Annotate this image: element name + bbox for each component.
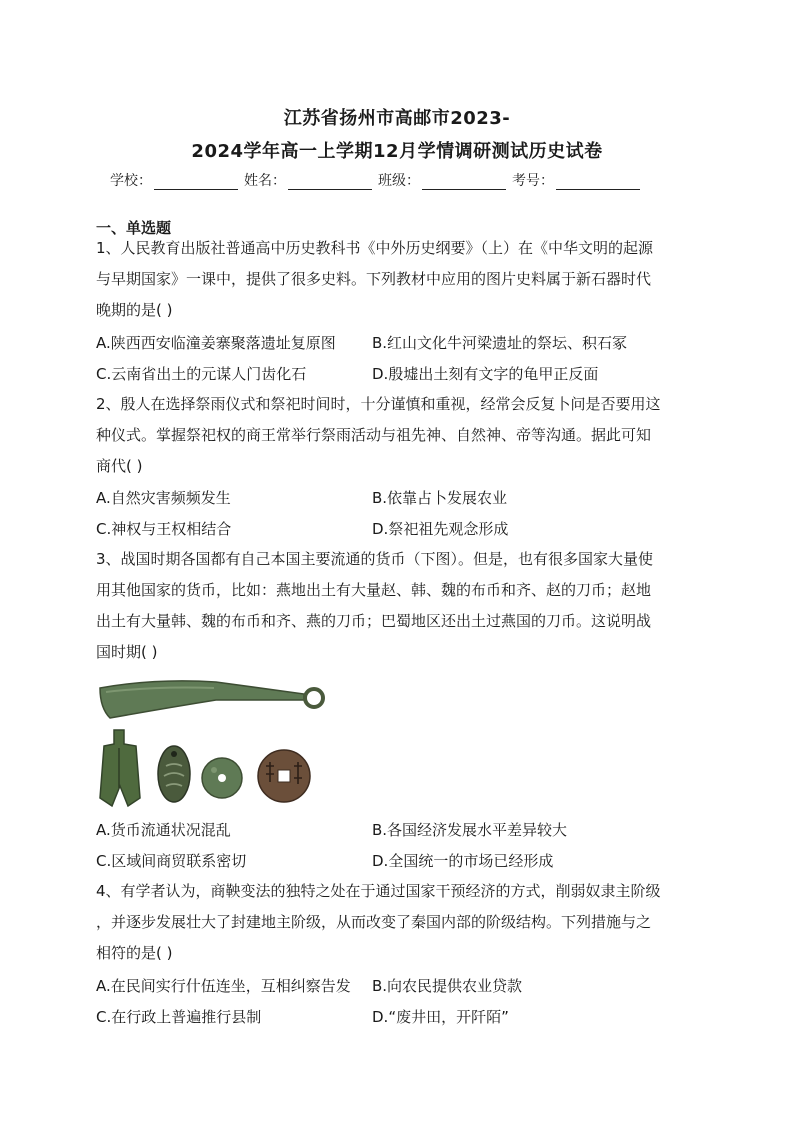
- q4-option-d: D.“废井田，开阡陌”: [372, 1008, 509, 1026]
- question-line: 3、战国时期各国都有自己本国主要流通的货币（下图）。但是，也有很多国家大量使: [96, 550, 654, 568]
- school-blank[interactable]: [154, 174, 238, 190]
- question-line: 国时期( ): [96, 643, 158, 661]
- question-1-stem: [96, 233, 700, 326]
- q3-option-d: D.全国统一的市场已经形成: [372, 852, 554, 870]
- school-label: 学校：: [110, 173, 152, 189]
- q1-option-d: D.殷墟出土刻有文字的龟甲正反面: [372, 365, 599, 383]
- question-line: 与早期国家》一课中，提供了很多史料。下列教材中应用的图片史料属于新石器时代: [96, 270, 652, 288]
- exam-number-label: 考号：: [512, 173, 554, 189]
- question-line: 种仪式。掌握祭祀权的商王常举行祭雨活动与祖先神、自然神、帝等沟通。据此可知: [96, 426, 652, 444]
- q4-option-c: C.在行政上普遍推行县制: [96, 1008, 262, 1026]
- round-hole-coin: [202, 758, 242, 798]
- exam-number-field: [512, 170, 640, 190]
- q3-option-b: B.各国经济发展水平差异较大: [372, 821, 568, 839]
- question-2-stem: [96, 389, 700, 482]
- school-field: [110, 170, 238, 190]
- question-line: 2、殷人在选择祭雨仪式和祭祀时间时，十分谨慎和重视，经常会反复卜问是否要用这: [96, 395, 661, 413]
- question-line: 商代( ): [96, 457, 143, 475]
- q1-option-b: B.红山文化牛河梁遗址的祭坛、积石冢: [372, 334, 628, 352]
- spade-coin: [100, 730, 140, 806]
- name-blank[interactable]: [288, 174, 372, 190]
- exam-title-line2: 2024学年高一上学期12月学情调研测试历史试卷: [191, 141, 603, 162]
- class-field: [378, 170, 506, 190]
- exam-number-blank[interactable]: [556, 174, 640, 190]
- ant-nose-coin: [158, 746, 190, 802]
- question-line: 出土有大量韩、魏的布币和齐、燕的刀币；巴蜀地区还出土过燕国的刀币。这说明战: [96, 612, 652, 630]
- knife-coin: [100, 681, 323, 718]
- square-hole-coin: [258, 750, 310, 802]
- q2-option-b: B.依靠占卜发展农业: [372, 489, 508, 507]
- q1-option-a: A.陕西西安临潼姜寨聚落遗址复原图: [96, 334, 336, 352]
- q1-option-c: C.云南省出土的元谋人门齿化石: [96, 365, 307, 383]
- question-line: 用其他国家的货币，比如：燕地出土有大量赵、韩、魏的布币和齐、赵的刀币；赵地: [96, 581, 652, 599]
- exam-title-line1: 江苏省扬州市高邮市2023-: [283, 108, 511, 129]
- question-line: 1、人民教育出版社普通高中历史教科书《中外历史纲要》（上）在《中华文明的起源: [96, 239, 654, 257]
- question-line: ，并逐步发展壮大了封建地主阶级，从而改变了秦国内部的阶级结构。下列措施与之: [96, 913, 652, 931]
- q3-option-c: C.区域间商贸联系密切: [96, 852, 247, 870]
- student-info-row: [110, 170, 690, 190]
- q4-option-a: A.在民间实行什伍连坐，互相纠察告发: [96, 977, 351, 995]
- q2-option-d: D.祭祀祖先观念形成: [372, 520, 509, 538]
- ancient-coins-image: [96, 678, 336, 813]
- question-line: 相符的是( ): [96, 944, 173, 962]
- question-line: 4、有学者认为，商鞅变法的独特之处在于通过国家干预经济的方式，削弱奴隶主阶级: [96, 882, 661, 900]
- q3-option-a: A.货币流通状况混乱: [96, 821, 231, 839]
- section-heading: 一、单选题: [96, 219, 172, 237]
- q2-option-a: A.自然灾害频频发生: [96, 489, 231, 507]
- name-label: 姓名：: [244, 173, 286, 189]
- q4-option-b: B.向农民提供农业贷款: [372, 977, 523, 995]
- question-3-stem: [96, 544, 700, 668]
- class-label: 班级：: [378, 173, 420, 189]
- q2-option-c: C.神权与王权相结合: [96, 520, 232, 538]
- name-field: [244, 170, 372, 190]
- question-line: 晚期的是( ): [96, 301, 173, 319]
- question-4-stem: [96, 876, 700, 969]
- class-blank[interactable]: [422, 174, 506, 190]
